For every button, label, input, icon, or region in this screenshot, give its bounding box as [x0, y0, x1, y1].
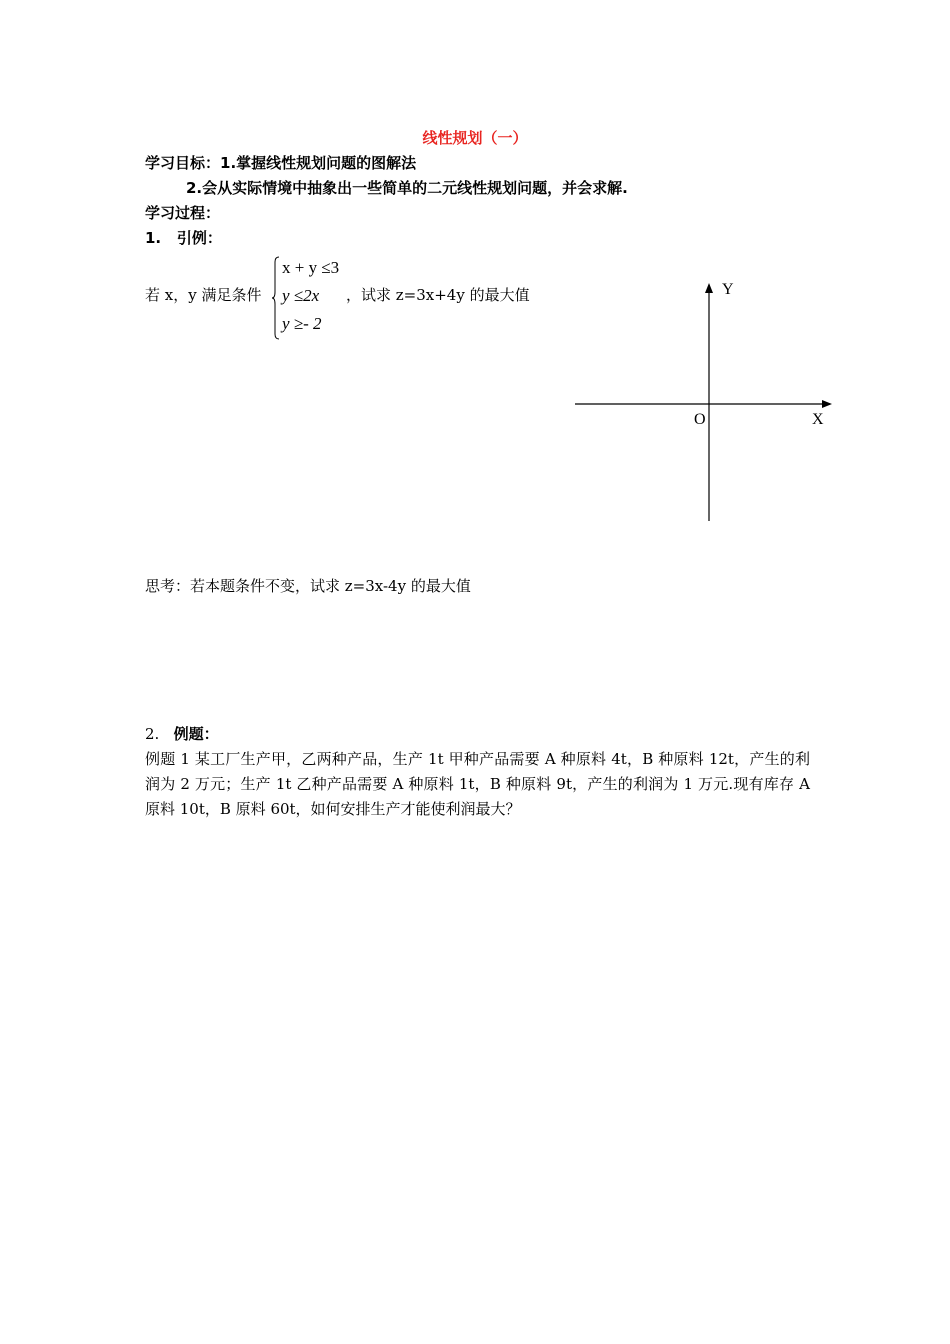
coordinate-axes [570, 275, 840, 525]
page-title: 线性规划（一） [422, 129, 528, 147]
goals-label: 学习目标： [145, 154, 221, 172]
section-1-label: 引例： [176, 229, 222, 247]
origin-label: O [694, 411, 706, 428]
goal-item-2: 2.会从实际情境中抽象出一些简单的二元线性规划问题，并会求解. [186, 179, 628, 197]
process-label: 学习过程： [145, 204, 221, 222]
left-brace-icon [272, 256, 280, 340]
axes-graphic [570, 275, 840, 525]
constraint-2: y ≤2x [282, 286, 320, 305]
section-2-number: 2. [145, 725, 160, 743]
section-1-heading [145, 227, 222, 248]
constraint-suffix: ，试求 z=3x+4y 的最大值 [346, 286, 530, 304]
think-question: 思考：若本题条件不变，试求 z=3x-4y 的最大值 [145, 577, 471, 595]
x-axis-label: X [812, 411, 824, 428]
constraint-prefix: 若 x，y 满足条件 [145, 286, 262, 304]
section-2-heading [145, 723, 219, 744]
section-1-number: 1. [145, 229, 162, 247]
constraint-3: y ≥- 2 [282, 314, 322, 333]
example-1-text: 例题 1 某工厂生产甲，乙两种产品，生产 1t 甲种产品需要 A 种原料 4t，B 种原料 12t，产生的利润为 2 万元；生产 1t 乙种产品需要 A 种原料 1t，B 种原料 9t，产生的利润为 1 万元.现有库存 A 原料 10t，B 原料 60t，如何安排生产才能使利润最大？ [145, 750, 810, 818]
y-axis-label: Y [722, 281, 734, 298]
section-2-label: 例题： [173, 725, 219, 743]
goals-line-1 [145, 152, 416, 173]
goal-item-1: 1.掌握线性规划问题的图解法 [220, 154, 417, 172]
constraint-1: x + y ≤3 [282, 258, 340, 277]
